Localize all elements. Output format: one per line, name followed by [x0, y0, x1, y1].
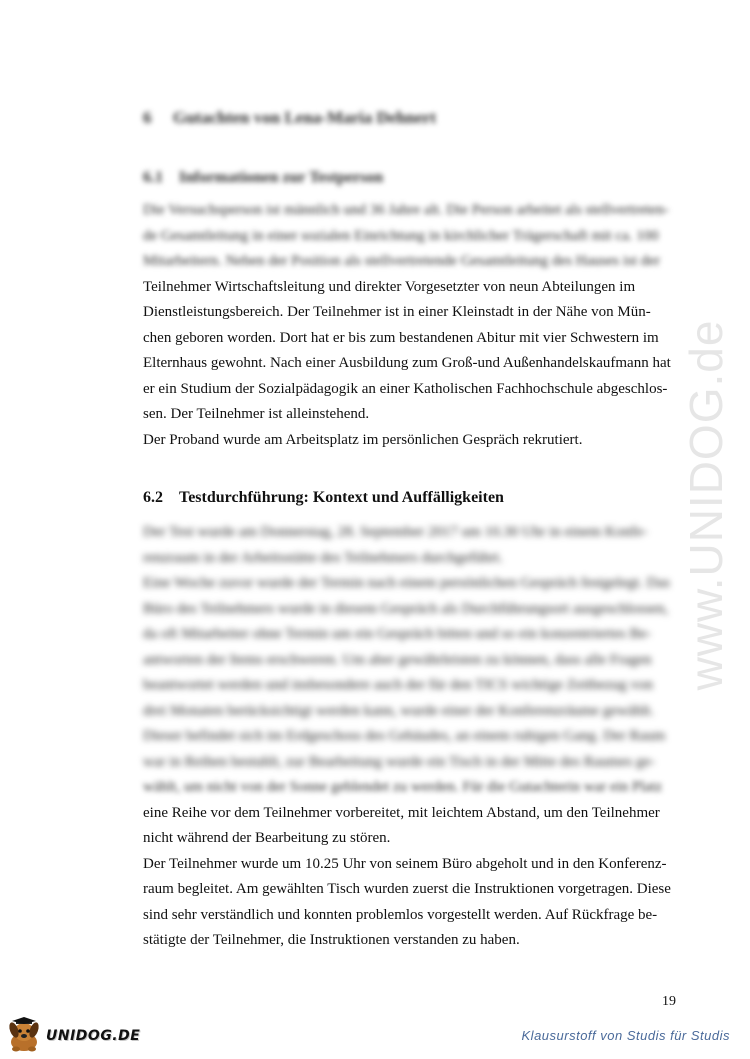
section-number: 6: [143, 108, 152, 127]
text-line: Teilnehmer Wirtschaftsleitung und direkter Vorgesetzter von neun Abteilungen im: [143, 278, 636, 295]
footer-logo[interactable]: [2, 1016, 152, 1054]
text-line-blurred: Die Versuchsperson ist männlich und 36 Jahre alt. Die Person arbeitet als stellvertreten-: [143, 202, 669, 218]
footer-slogan: Klausurstoff von Studis für Studis: [521, 1028, 730, 1043]
text-line-blurred: Dieser befindet sich im Erdgeschoss des Gebäudes, an einem ruhigen Gang. Der Raum: [143, 728, 666, 744]
text-line: sind sehr verständlich und konnten problemlos vorgestellt werden. Auf Rückfrage be-: [143, 906, 658, 923]
text-line-blurred: Der Test wurde am Donnerstag, 28. September 2017 um 10.30 Uhr in einem Konfe-: [143, 524, 648, 540]
text-line: er ein Studium der Sozialpädagogik an einer Katholischen Fachhochschule abgeschlos-: [143, 380, 668, 397]
text-line: chen geboren worden. Dort hat er bis zum bestandenen Abitur mit vier Schwestern im: [143, 329, 659, 346]
text-line: raum begleitet. Am gewählten Tisch wurden zuerst die Instruktionen vorgetragen. Diese: [143, 881, 671, 897]
text-line-blurred: da oft Mitarbeiter ohne Termin um ein Gespräch bitten und so ein konzentriertes Be-: [143, 626, 652, 642]
text-line-blurred: renzraum in der Arbeitsstätte des Teilnehmers durchgeführt.: [143, 549, 503, 566]
text-line: Der Teilnehmer wurde um 10.25 Uhr von seinem Büro abgeholt und in den Konferenz-: [143, 855, 667, 872]
text-line: stätigte der Teilnehmer, die Instruktionen verstanden zu haben.: [143, 932, 520, 948]
text-line: Dienstleistungsbereich. Der Teilnehmer ist in einer Kleinstadt in der Nähe von Mün-: [143, 304, 651, 320]
paragraph-1: [143, 198, 678, 453]
page-number: 19: [662, 994, 676, 1009]
section-title: Gutachten von Lena-Maria Dehnert: [173, 108, 437, 127]
text-line-blurred: Mitarbeitern. Neben der Position als stellvertretende Gesamtleitung des Hauses ist der: [143, 253, 660, 269]
text-line-blurred: Eine Woche zuvor wurde der Termin nach einem persönlichen Gespräch festgelegt. Das: [143, 575, 670, 591]
watermark: [676, 285, 736, 725]
footer-logo-text: UNIDOG.DE: [46, 1028, 141, 1044]
subsection-heading-1: [143, 169, 383, 187]
subsection-number: 6.2: [143, 489, 163, 506]
text-line: Elternhaus gewohnt. Nach einer Ausbildung zum Groß-und Außenhandelskaufmann hat: [143, 355, 671, 371]
subsection-title: Informationen zur Testperson: [179, 169, 384, 186]
section-heading: [143, 108, 436, 128]
subsection-title: Testdurchführung: Kontext und Auffälligkeiten: [179, 489, 504, 506]
text-line: Der Proband wurde am Arbeitsplatz im persönlichen Gespräch rekrutiert.: [143, 431, 583, 448]
subsection-heading-2: [143, 489, 504, 507]
text-line: nicht während der Bearbeitung zu stören.: [143, 830, 391, 846]
subsection-number: 6.1: [143, 169, 163, 186]
text-line-blurred: beantwortet werden und insbesondere auch der für den TICS wichtige Zeitbezug von: [143, 677, 653, 693]
text-line: eine Reihe vor dem Teilnehmer vorbereitet, mit leichtem Abstand, um den Teilnehmer: [143, 804, 660, 821]
dog-icon: [2, 1016, 46, 1054]
text-line-blurred: antworten der Items erschweren. Um aber gewährleisten zu können, dass alle Fragen: [143, 651, 652, 668]
watermark-text: www.UNIDOG.de: [680, 319, 732, 691]
text-line-blurred: drei Monaten berücksichtigt werden kann, wurde einer der Konferenzräume gewählt.: [143, 702, 655, 719]
text-line-blurred: wählt, um nicht von der Sonne geblendet zu werden. Für die Gutachterin war ein Platz: [143, 779, 663, 795]
text-line-blurred: Büro des Teilnehmers wurde in diesem Gespräch als Durchführungsort ausgeschlossen,: [143, 600, 669, 617]
text-line: sen. Der Teilnehmer ist alleinstehend.: [143, 406, 370, 422]
paragraph-2: [143, 520, 678, 954]
text-line-blurred: de Gesamtleitung in einer sozialen Einrichtung in kirchlicher Trägerschaft mit ca. 100: [143, 227, 659, 244]
text-line-blurred: war in Reihen bestuhlt, zur Bearbeitung wurde ein Tisch in der Mitte des Raumes ge-: [143, 753, 655, 770]
